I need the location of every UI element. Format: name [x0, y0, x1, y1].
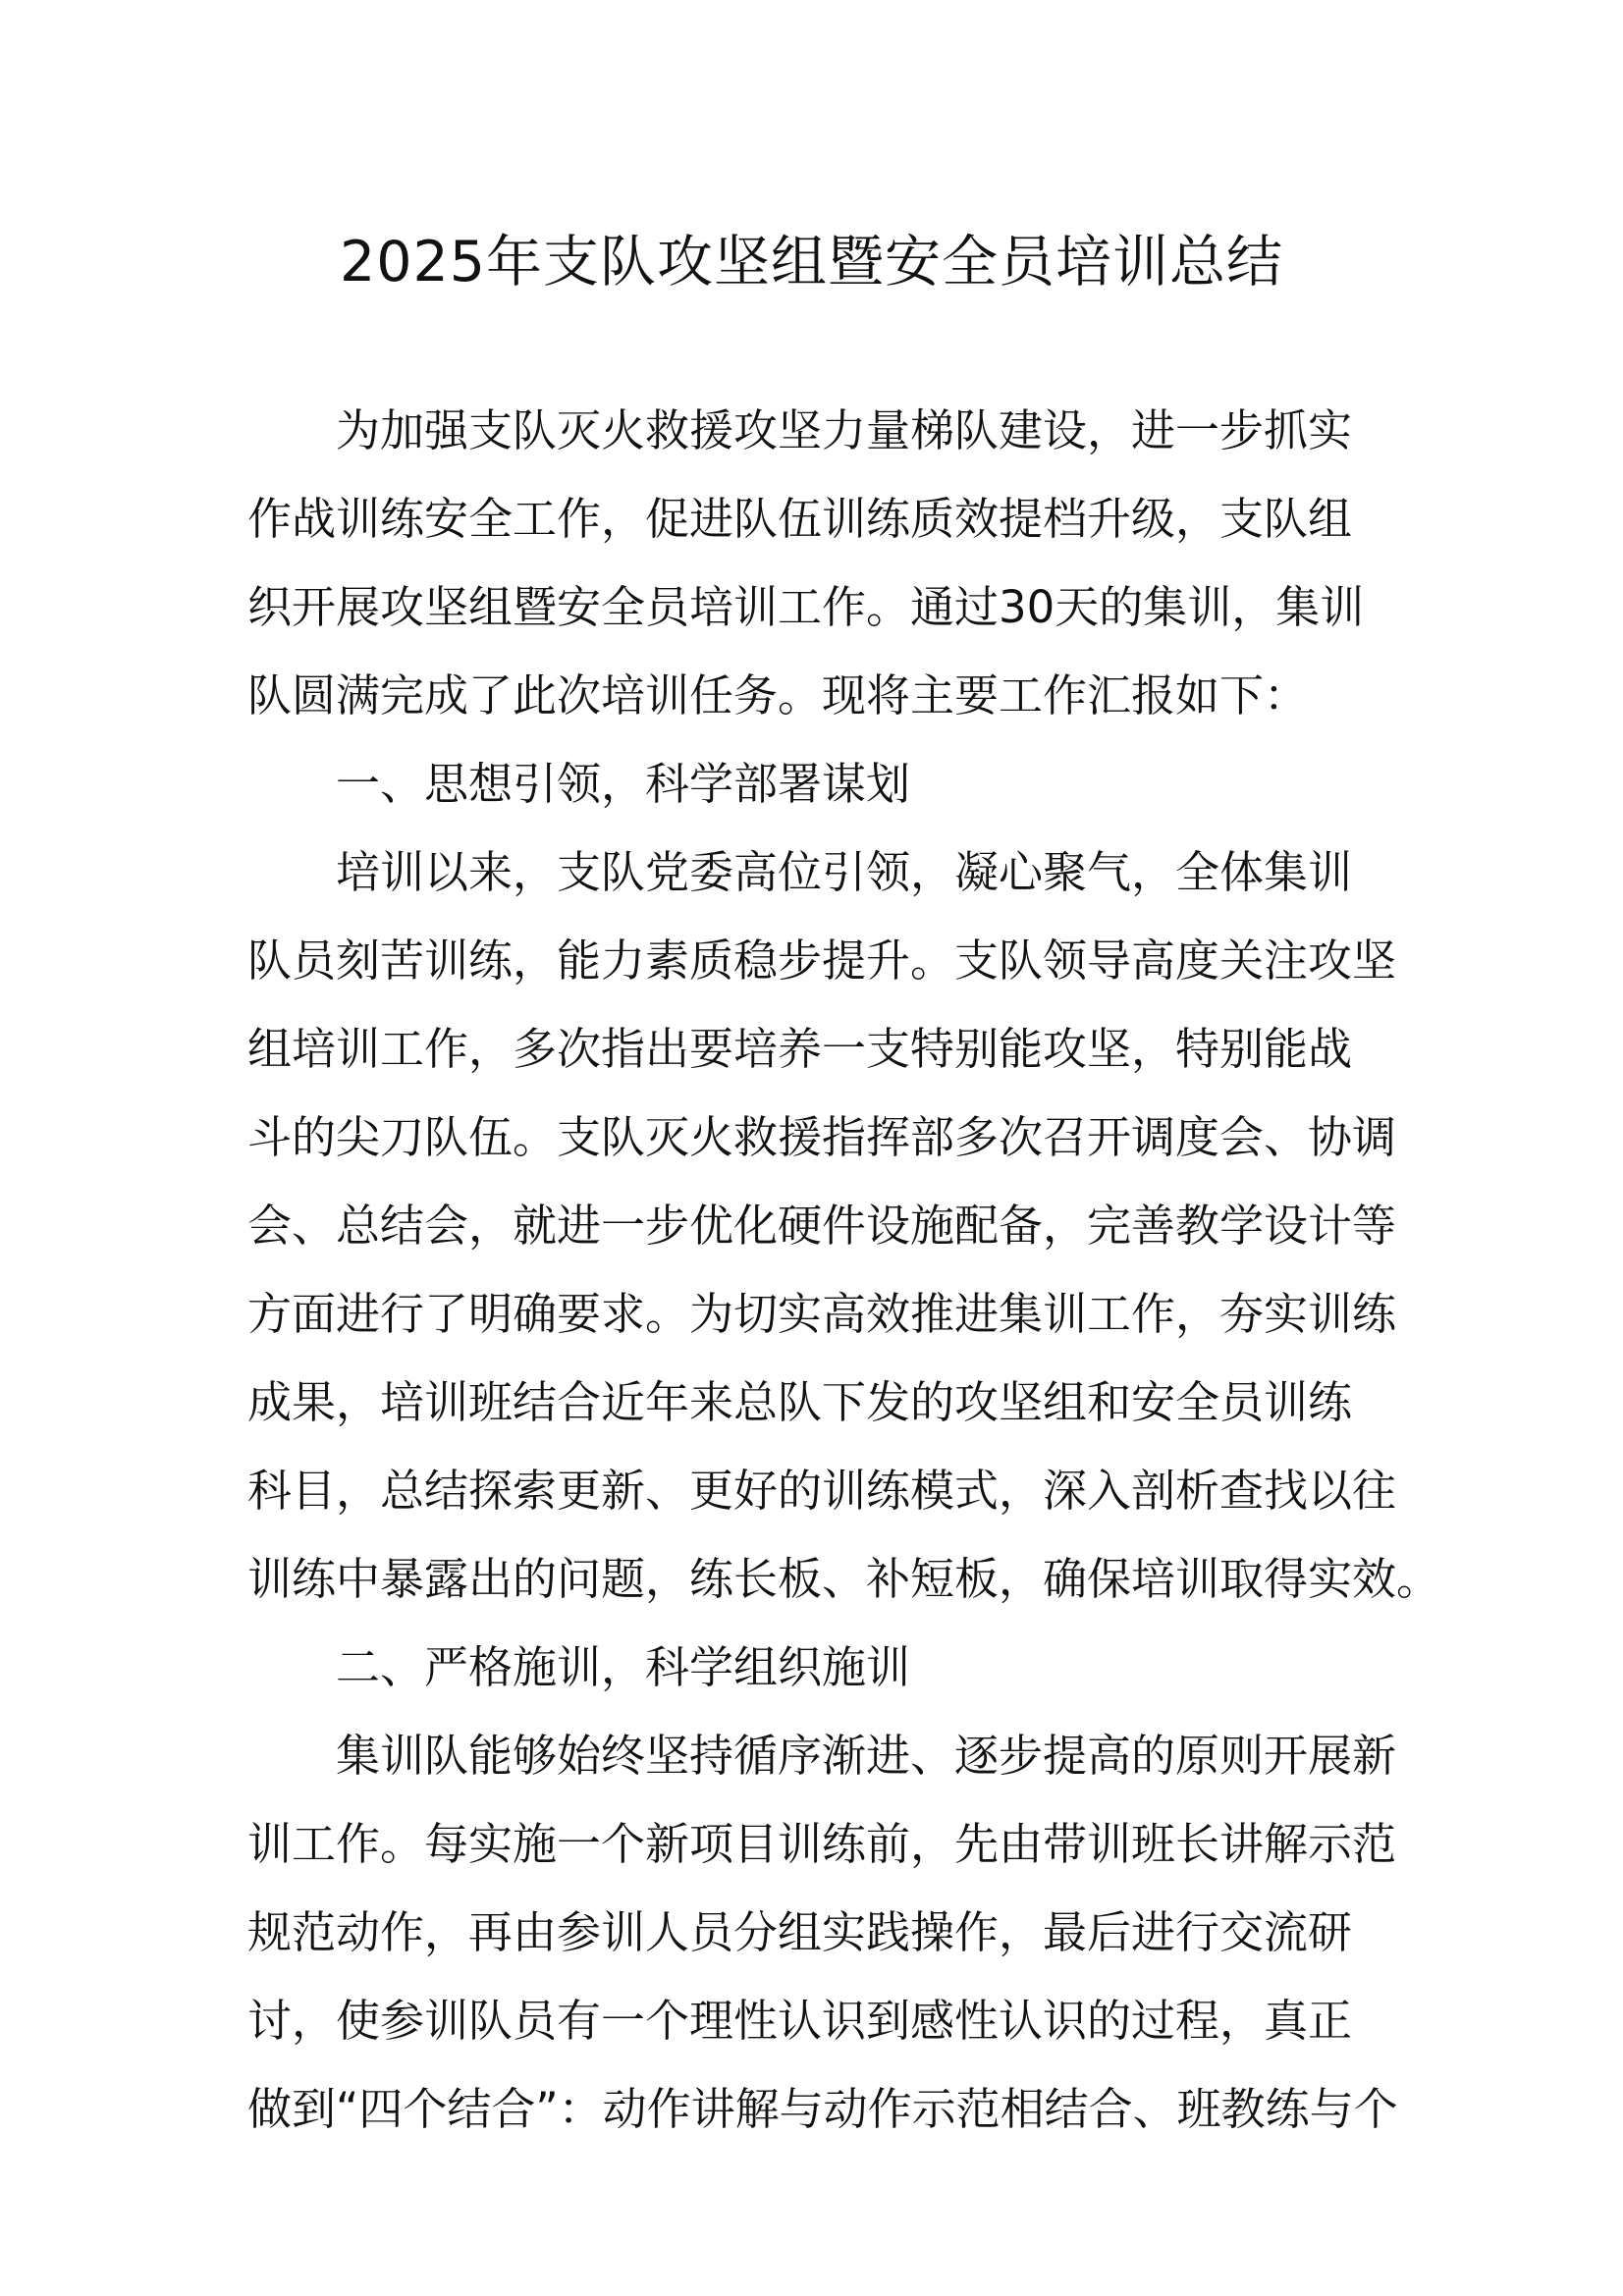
paragraph-line-17: 讨，使参训队员有一个理性认识到感性认识的过程，真正 — [247, 1995, 1353, 2047]
paragraph-line-7: 组培训工作，多次指出要培养一支特别能攻坚，特别能战 — [247, 1023, 1353, 1075]
section-heading-1: 一、思想引领，科学部署谋划 — [336, 758, 911, 810]
paragraph-line-16: 规范动作，再由参训人员分组实践操作，最后进行交流研 — [247, 1906, 1353, 1958]
paragraph-line-1: 为加强支队灭火救援攻坚力量梯队建设，进一步抓实 — [336, 404, 1353, 456]
paragraph-line-10: 方面进行了明确要求。为切实高效推进集训工作，夯实训练 — [247, 1288, 1397, 1340]
document-title: 2025年支队攻坚组暨安全员培训总结 — [339, 230, 1284, 294]
paragraph-line-12: 科目，总结探索更新、更好的训练模式，深入剖析查找以往 — [247, 1465, 1397, 1517]
paragraph-line-2: 作战训练安全工作，促进队伍训练质效提档升级，支队组 — [247, 493, 1353, 545]
document-body — [247, 387, 1441, 2154]
section-heading-2: 二、严格施训，科学组织施训 — [336, 1641, 911, 1693]
paragraph-line-6: 队员刻苦训练，能力素质稳步提升。支队领导高度关注攻坚 — [247, 934, 1397, 987]
paragraph-line-3: 织开展攻坚组暨安全员培训工作。通过30天的集训，集训 — [247, 581, 1365, 633]
paragraph-line-4: 队圆满完成了此次培训任务。现将主要工作汇报如下： — [247, 669, 1309, 721]
paragraph-line-5: 培训以来，支队党委高位引领，凝心聚气，全体集训 — [336, 846, 1353, 898]
paragraph-line-15: 训工作。每实施一个新项目训练前，先由带训班长讲解示范 — [247, 1818, 1397, 1870]
paragraph-line-8: 斗的尖刀队伍。支队灭火救援指挥部多次召开调度会、协调 — [247, 1111, 1397, 1163]
paragraph-line-11: 成果，培训班结合近年来总队下发的攻坚组和安全员训练 — [247, 1376, 1353, 1428]
paragraph-line-18: 做到“四个结合”：动作讲解与动作示范相结合、班教练与个 — [247, 2083, 1398, 2135]
paragraph-line-14: 集训队能够始终坚持循序渐进、逐步提高的原则开展新 — [336, 1730, 1397, 1782]
paragraph-line-9: 会、总结会，就进一步优化硬件设施配备，完善教学设计等 — [247, 1200, 1397, 1252]
paragraph-line-13: 训练中暴露出的问题，练长板、补短板，确保培训取得实效。 — [247, 1553, 1441, 1605]
